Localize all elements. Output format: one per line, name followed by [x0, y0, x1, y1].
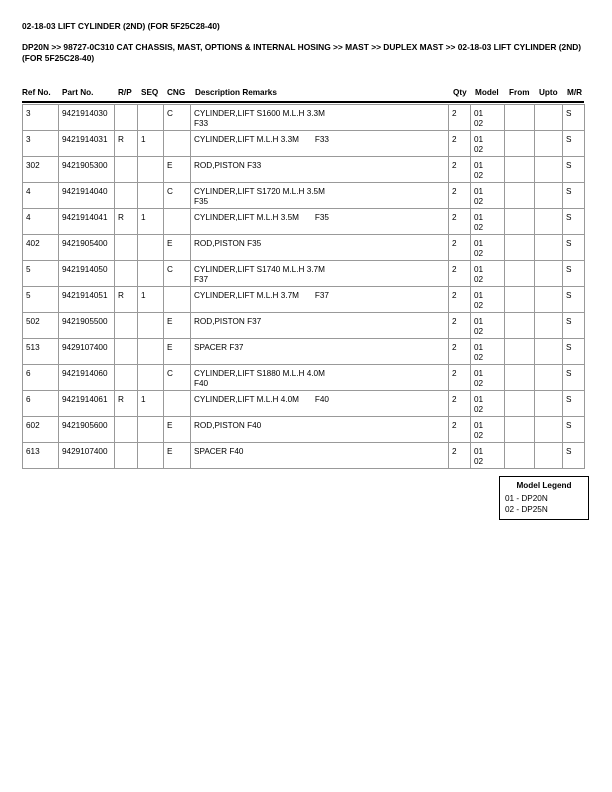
cell-from [505, 183, 535, 209]
cell-cng: C [164, 261, 191, 287]
cell-mr: S [563, 183, 585, 209]
cell-part: 9429107400 [59, 443, 115, 469]
cell-rp [115, 417, 138, 443]
cell-part: 9421914060 [59, 365, 115, 391]
cell-rp: R [115, 131, 138, 157]
cell-mr: S [563, 157, 585, 183]
cell-part: 9421914050 [59, 261, 115, 287]
cell-cng [164, 131, 191, 157]
table-row [23, 287, 585, 313]
cell-model: 01 02 [471, 443, 505, 469]
cell-seq [138, 417, 164, 443]
cell-rp [115, 261, 138, 287]
cell-mr: S [563, 287, 585, 313]
cell-desc: CYLINDER,LIFT M.L.H 4.0M F40 [191, 391, 449, 417]
cell-upto [535, 417, 563, 443]
cell-desc: CYLINDER,LIFT M.L.H 3.3M F33 [191, 131, 449, 157]
cell-part: 9421914061 [59, 391, 115, 417]
cell-model: 01 02 [471, 365, 505, 391]
cell-seq [138, 313, 164, 339]
cell-cng: E [164, 157, 191, 183]
cell-seq [138, 105, 164, 131]
header-seq: SEQ [141, 88, 159, 97]
cell-rp [115, 235, 138, 261]
cell-model: 01 02 [471, 105, 505, 131]
cell-mr: S [563, 105, 585, 131]
cell-desc: CYLINDER,LIFT S1720 M.L.H 3.5M F35 [191, 183, 449, 209]
table-row [23, 365, 585, 391]
cell-qty: 2 [449, 157, 471, 183]
cell-mr: S [563, 365, 585, 391]
table-row [23, 339, 585, 365]
cell-qty: 2 [449, 417, 471, 443]
header-qty: Qty [453, 88, 467, 97]
cell-seq: 1 [138, 131, 164, 157]
header-model: Model [475, 88, 499, 97]
cell-seq: 1 [138, 391, 164, 417]
cell-part: 9421914041 [59, 209, 115, 235]
cell-ref: 602 [23, 417, 59, 443]
cell-upto [535, 183, 563, 209]
cell-mr: S [563, 417, 585, 443]
cell-upto [535, 105, 563, 131]
cell-seq [138, 365, 164, 391]
table-row [23, 183, 585, 209]
cell-model: 01 02 [471, 157, 505, 183]
cell-seq: 1 [138, 209, 164, 235]
cell-qty: 2 [449, 365, 471, 391]
cell-from [505, 157, 535, 183]
cell-upto [535, 443, 563, 469]
cell-cng: C [164, 365, 191, 391]
cell-cng [164, 391, 191, 417]
table-row [23, 417, 585, 443]
cell-part: 9421914031 [59, 131, 115, 157]
cell-seq [138, 339, 164, 365]
cell-rp [115, 443, 138, 469]
cell-model: 01 02 [471, 235, 505, 261]
cell-upto [535, 131, 563, 157]
header-cng: CNG [167, 88, 186, 97]
cell-part: 9421905500 [59, 313, 115, 339]
header-divider [22, 101, 584, 103]
cell-qty: 2 [449, 131, 471, 157]
table-row [23, 443, 585, 469]
page-title: 02-18-03 LIFT CYLINDER (2ND) (FOR 5F25C28-40) [22, 21, 220, 31]
cell-model: 01 02 [471, 339, 505, 365]
cell-desc: ROD,PISTON F35 [191, 235, 449, 261]
cell-desc: ROD,PISTON F33 [191, 157, 449, 183]
cell-qty: 2 [449, 235, 471, 261]
cell-mr: S [563, 313, 585, 339]
cell-mr: S [563, 209, 585, 235]
model-legend-title: Model Legend [516, 481, 572, 490]
cell-ref: 6 [23, 365, 59, 391]
cell-from [505, 417, 535, 443]
cell-from [505, 391, 535, 417]
cell-ref: 6 [23, 391, 59, 417]
cell-model: 01 02 [471, 313, 505, 339]
cell-from [505, 313, 535, 339]
model-legend [499, 476, 589, 520]
cell-qty: 2 [449, 105, 471, 131]
cell-model: 01 02 [471, 209, 505, 235]
cell-from [505, 287, 535, 313]
cell-model: 01 02 [471, 287, 505, 313]
cell-mr: S [563, 339, 585, 365]
cell-desc: CYLINDER,LIFT S1880 M.L.H 4.0M F40 [191, 365, 449, 391]
cell-ref: 402 [23, 235, 59, 261]
cell-desc: CYLINDER,LIFT S1600 M.L.H 3.3M F33 [191, 105, 449, 131]
cell-seq: 1 [138, 287, 164, 313]
cell-upto [535, 287, 563, 313]
header-from: From [509, 88, 530, 97]
cell-ref: 5 [23, 261, 59, 287]
cell-mr: S [563, 443, 585, 469]
table-row [23, 391, 585, 417]
cell-upto [535, 365, 563, 391]
cell-cng [164, 287, 191, 313]
cell-ref: 3 [23, 105, 59, 131]
cell-rp [115, 313, 138, 339]
cell-ref: 513 [23, 339, 59, 365]
header-part: Part No. [62, 88, 94, 97]
cell-upto [535, 157, 563, 183]
cell-cng: C [164, 183, 191, 209]
cell-desc: ROD,PISTON F37 [191, 313, 449, 339]
table-row [23, 105, 585, 131]
header-rp: R/P [118, 88, 132, 97]
cell-mr: S [563, 235, 585, 261]
cell-ref: 302 [23, 157, 59, 183]
cell-part: 9421905600 [59, 417, 115, 443]
cell-rp: R [115, 391, 138, 417]
breadcrumb: DP20N >> 98727-0C310 CAT CHASSIS, MAST, OPTIONS & INTERNAL HOSING >> MAST >> DUPLEX MAST >> 02-18-03 LIFT CYLINDER (2ND) (FOR 5F25C28-40) [22, 42, 582, 63]
cell-ref: 613 [23, 443, 59, 469]
cell-upto [535, 391, 563, 417]
cell-model: 01 02 [471, 391, 505, 417]
cell-ref: 4 [23, 209, 59, 235]
cell-qty: 2 [449, 391, 471, 417]
cell-seq [138, 443, 164, 469]
cell-part: 9421914040 [59, 183, 115, 209]
cell-part: 9421914051 [59, 287, 115, 313]
cell-upto [535, 313, 563, 339]
cell-from [505, 105, 535, 131]
cell-seq [138, 235, 164, 261]
cell-part: 9421905400 [59, 235, 115, 261]
parts-table [22, 104, 585, 469]
table-row [23, 209, 585, 235]
table-row [23, 131, 585, 157]
cell-from [505, 443, 535, 469]
cell-qty: 2 [449, 261, 471, 287]
cell-upto [535, 261, 563, 287]
cell-seq [138, 183, 164, 209]
cell-mr: S [563, 391, 585, 417]
cell-rp [115, 365, 138, 391]
cell-cng: E [164, 443, 191, 469]
cell-mr: S [563, 131, 585, 157]
cell-model: 01 02 [471, 131, 505, 157]
cell-from [505, 261, 535, 287]
cell-upto [535, 209, 563, 235]
model-legend-item: 02 - DP25N [505, 504, 548, 514]
table-row [23, 235, 585, 261]
cell-model: 01 02 [471, 183, 505, 209]
cell-rp [115, 339, 138, 365]
cell-rp: R [115, 287, 138, 313]
header-mr: M/R [567, 88, 583, 97]
cell-desc: CYLINDER,LIFT M.L.H 3.7M F37 [191, 287, 449, 313]
cell-ref: 502 [23, 313, 59, 339]
cell-from [505, 339, 535, 365]
model-legend-item: 01 - DP20N [505, 494, 548, 503]
cell-desc: SPACER F37 [191, 339, 449, 365]
cell-cng: E [164, 313, 191, 339]
cell-ref: 5 [23, 287, 59, 313]
header-ref: Ref No. [22, 88, 51, 97]
table-row [23, 157, 585, 183]
cell-qty: 2 [449, 183, 471, 209]
cell-rp [115, 183, 138, 209]
cell-cng: E [164, 339, 191, 365]
cell-upto [535, 339, 563, 365]
cell-from [505, 209, 535, 235]
cell-qty: 2 [449, 209, 471, 235]
cell-from [505, 365, 535, 391]
table-row [23, 313, 585, 339]
cell-ref: 3 [23, 131, 59, 157]
cell-qty: 2 [449, 287, 471, 313]
cell-rp [115, 157, 138, 183]
cell-model: 01 02 [471, 261, 505, 287]
cell-desc: SPACER F40 [191, 443, 449, 469]
cell-upto [535, 235, 563, 261]
cell-desc: ROD,PISTON F40 [191, 417, 449, 443]
cell-cng: E [164, 417, 191, 443]
cell-qty: 2 [449, 339, 471, 365]
cell-desc: CYLINDER,LIFT M.L.H 3.5M F35 [191, 209, 449, 235]
cell-rp [115, 105, 138, 131]
cell-qty: 2 [449, 443, 471, 469]
table-row [23, 261, 585, 287]
header-desc: Description Remarks [195, 88, 277, 97]
cell-model: 01 02 [471, 417, 505, 443]
cell-qty: 2 [449, 313, 471, 339]
cell-cng: C [164, 105, 191, 131]
cell-desc: CYLINDER,LIFT S1740 M.L.H 3.7M F37 [191, 261, 449, 287]
cell-seq [138, 157, 164, 183]
cell-ref: 4 [23, 183, 59, 209]
header-upto: Upto [539, 88, 558, 97]
cell-from [505, 235, 535, 261]
cell-from [505, 131, 535, 157]
cell-mr: S [563, 261, 585, 287]
cell-cng [164, 209, 191, 235]
cell-part: 9421905300 [59, 157, 115, 183]
cell-cng: E [164, 235, 191, 261]
cell-seq [138, 261, 164, 287]
cell-part: 9429107400 [59, 339, 115, 365]
cell-rp: R [115, 209, 138, 235]
cell-part: 9421914030 [59, 105, 115, 131]
